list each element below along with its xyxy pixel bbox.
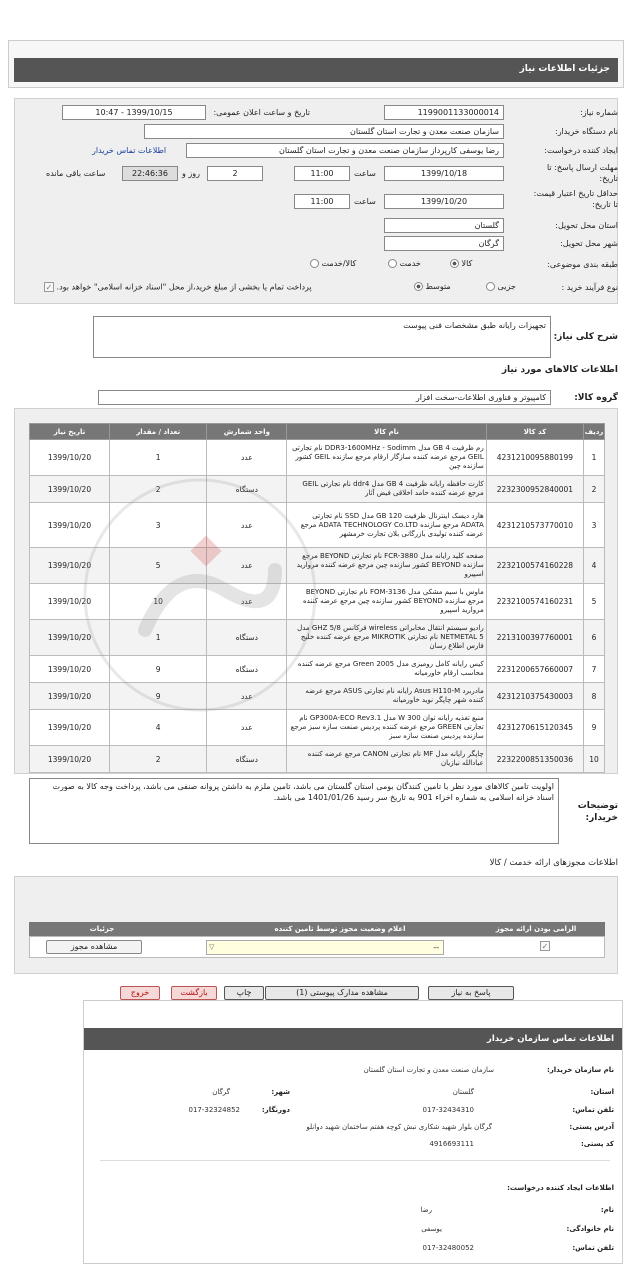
need-number-label: شماره نیاز:: [580, 108, 618, 117]
row-number: 5: [584, 584, 605, 620]
permits-col-status: اعلام وضعیت مجوز توسط تامین کننده: [274, 925, 406, 933]
row-number: 1: [584, 440, 605, 476]
category-service-text: خدمت: [399, 259, 421, 268]
category-both-text: کالا/خدمت: [321, 259, 357, 268]
view-docs-button[interactable]: مشاهده مدارک پیوستی (1): [265, 986, 419, 1000]
creator-phone-value: 017-32480052: [422, 1244, 474, 1252]
category-label: طبقه بندی موضوعی:: [547, 260, 618, 269]
table-row: [30, 656, 605, 683]
row-code: 4231270615120345: [486, 710, 583, 746]
row-qty: 2: [109, 476, 206, 503]
row-qty: 9: [109, 656, 206, 683]
creator-name-label: نام:: [600, 1206, 614, 1214]
creator-info-title: اطلاعات ایجاد کننده درخواست:: [507, 1184, 614, 1192]
row-qty: 2: [109, 746, 206, 773]
category-both-option[interactable]: [310, 259, 356, 268]
goods-group-field: کامپیوتر و فناوری اطلاعات-سخت افزار: [98, 390, 551, 405]
category-goods-text: کالا: [461, 259, 473, 268]
row-code: 2232300952840001: [486, 476, 583, 503]
category-both-radio[interactable]: [310, 259, 319, 268]
row-number: 2: [584, 476, 605, 503]
description-field: تجهیزات رایانه طبق مشخصات فنی پیوست: [93, 316, 551, 358]
process-minor-text: جزیی: [497, 282, 516, 291]
row-qty: 5: [109, 548, 206, 584]
page-title: جزئیات اطلاعات نیاز: [14, 58, 618, 82]
row-name: رم ظرفیت 4 GB مدل DDR3-1600MHz - Sodimm نام تجارتی GEIL مرجع عرضه کننده سازگار ارقام مرجع سازنده GEIL کشور سازنده چین: [287, 440, 486, 476]
payment-note-text: پرداخت تمام یا بخشی از مبلغ خرید،از محل "اسناد خزانه اسلامی" خواهد بود.: [56, 282, 312, 292]
row-code: 2232100574160231: [486, 584, 583, 620]
contact-fax-value: 017-32324852: [188, 1106, 240, 1114]
row-date: 1399/10/20: [30, 656, 110, 683]
permit-required-checkbox: ✓: [541, 942, 549, 951]
view-permit-button[interactable]: مشاهده مجوز: [46, 940, 142, 954]
row-date: 1399/10/20: [30, 440, 110, 476]
need-number-field: 1199001133000014: [384, 105, 504, 120]
row-qty: 3: [109, 503, 206, 548]
creator-name-value: رضا: [420, 1206, 432, 1214]
row-unit: عدد: [207, 440, 287, 476]
deadline-label: مهلت ارسال پاسخ: تا تاریخ:: [546, 163, 618, 183]
permits-col-required: الزامی بودن ارائه مجوز: [495, 925, 577, 933]
header-unit: واحد شمارش: [207, 424, 287, 440]
announce-label: تاریخ و ساعت اعلان عمومی:: [213, 108, 310, 117]
row-name: ماوس با سیم مشکی مدل FOM-3136 نام تجارتی BEYOND مرجع سازنده BEYOND کشور سازنده چین مرجع عرضه کننده مروارید اسپیرو: [287, 584, 486, 620]
row-date: 1399/10/20: [30, 683, 110, 710]
table-row: [30, 476, 605, 503]
deadline-hour-label: ساعت: [354, 169, 376, 178]
row-number: 6: [584, 620, 605, 656]
notes-label: توضیحات خریدار:: [577, 801, 618, 823]
contact-address-value: گرگان بلوار شهید شکاری نبش کوچه هفتم ساختمان شهید دوانلو: [306, 1123, 492, 1131]
announce-field: 1399/10/15 - 10:47: [62, 105, 206, 120]
row-code: 2232200851350036: [486, 746, 583, 773]
contact-city-value: گرگان: [212, 1088, 230, 1096]
contact-org-label: نام سازمان خریدار:: [546, 1066, 614, 1074]
category-goods-option[interactable]: [450, 259, 472, 268]
header-code: کد کالا: [486, 424, 583, 440]
contact-address-label: آدرس پستی:: [569, 1123, 614, 1131]
row-code: 4231210573770010: [486, 503, 583, 548]
row-code: 4231210095880199: [486, 440, 583, 476]
process-medium-option[interactable]: [414, 282, 451, 291]
row-name: رادیو سیستم انتقال مخابراتی wireless فرکانس GHZ 5/8 مدل NETMETAL 5 نام تجارتی MIKROTIK مرجع عرضه کننده خلیج فارس اطلاع رسان: [287, 620, 486, 656]
contact-divider: [100, 1160, 610, 1161]
contact-phone-label: تلفن تماس:: [572, 1106, 614, 1114]
row-unit: عدد: [207, 683, 287, 710]
row-code: 2231200657660007: [486, 656, 583, 683]
remaining-time-field: 22:46:36: [122, 166, 178, 181]
row-unit: دستگاه: [207, 746, 287, 773]
validity-hour-label: ساعت: [354, 197, 376, 206]
contact-card-title: اطلاعات تماس سازمان خریدار: [84, 1028, 622, 1050]
row-name: کیس رایانه کامل رومیزی مدل Green 2005 مرجع عرضه کننده محاسب ارقام خاورمیانه: [287, 656, 486, 683]
deadline-time-field: 11:00: [294, 166, 350, 181]
row-name: چاپگر رایانه مدل MF نام تجارتی CANON مرجع عرضه کننده عبادالله نیازیان: [287, 746, 486, 773]
row-code: 4231210375430003: [486, 683, 583, 710]
table-row: [30, 548, 605, 584]
table-row: [30, 683, 605, 710]
row-number: 3: [584, 503, 605, 548]
remaining-label: ساعت باقی مانده: [46, 169, 106, 178]
contact-info-link[interactable]: اطلاعات تماس خریدار: [92, 146, 167, 155]
row-number: 9: [584, 710, 605, 746]
row-code: 2232100574160228: [486, 548, 583, 584]
row-unit: دستگاه: [207, 476, 287, 503]
contact-fax-label: دورنگار:: [261, 1106, 290, 1114]
goods-section-title: اطلاعات کالاهای مورد نیاز: [501, 365, 618, 375]
row-unit: عدد: [207, 503, 287, 548]
row-number: 10: [584, 746, 605, 773]
city-field: گرگان: [384, 236, 504, 251]
creator-label: ایجاد کننده درخواست:: [544, 146, 618, 155]
row-unit: عدد: [207, 710, 287, 746]
row-date: 1399/10/20: [30, 710, 110, 746]
header-qty: تعداد / مقدار: [109, 424, 206, 440]
contact-org-value: سازمان صنعت معدن و تجارت استان گلستان: [363, 1066, 494, 1074]
contact-postal-value: 4916693111: [429, 1140, 474, 1148]
process-minor-option[interactable]: [486, 282, 516, 291]
notes-field: اولویت تامین کالاهای مورد نظر با تامین کنندگان بومی استان گلستان می باشد، تامین ملزم به داشتن پروانه صنفی می باشد، پرداخت وجه کالا به صورت اسناد خزانه اسلامی به شماره اخزاء 901 به تاریخ سر رسید 1401/01/26 می باشد.: [29, 778, 559, 844]
process-medium-radio[interactable]: [414, 282, 423, 291]
city-label: شهر محل تحویل:: [560, 239, 618, 248]
permit-status-select[interactable]: [206, 940, 444, 955]
row-qty: 9: [109, 683, 206, 710]
row-date: 1399/10/20: [30, 620, 110, 656]
row-date: 1399/10/20: [30, 584, 110, 620]
payment-checkbox[interactable]: ✓: [45, 283, 53, 292]
table-row: [30, 620, 605, 656]
creator-phone-label: تلفن تماس:: [572, 1244, 614, 1252]
row-qty: 1: [109, 620, 206, 656]
exit-button[interactable]: خروج: [120, 986, 160, 1000]
category-service-option[interactable]: [388, 259, 421, 268]
contact-province-value: گلستان: [452, 1088, 474, 1096]
chevron-down-icon: ▽: [209, 943, 215, 951]
header-name: نام کالا: [287, 424, 486, 440]
table-row: [30, 440, 605, 476]
process-label: نوع فرآیند خرید :: [561, 283, 618, 292]
table-row: [30, 746, 605, 773]
description-label: شرح کلی نیاز:: [553, 332, 618, 342]
row-unit: دستگاه: [207, 656, 287, 683]
category-goods-radio[interactable]: [450, 259, 459, 268]
table-row: [30, 710, 605, 746]
row-name: کارت حافظه رایانه ظرفیت 4 GB مدل ddr4 نام تجارتی GEIL مرجع عرضه کننده حامد اخلاقی فیض آثار: [287, 476, 486, 503]
row-qty: 1: [109, 440, 206, 476]
row-name: هارد دیسک اینترنال ظرفیت 120 GB مدل SSD نام تجارتی ADATA مرجع سازنده ADATA TECHNOLOGY Co.LTD مرجع عرضه کننده تولیدی بازرگانی بلان تجارت خرمشهر: [287, 503, 486, 548]
payment-note-option: [44, 282, 312, 292]
row-date: 1399/10/20: [30, 476, 110, 503]
table-row: [30, 584, 605, 620]
province-label: استان محل تحویل:: [555, 221, 618, 230]
process-minor-radio[interactable]: [486, 282, 495, 291]
permits-col-details: جزئیات: [89, 925, 115, 933]
validity-label: حداقل تاریخ اعتبار قیمت: تا تاریخ:: [533, 189, 618, 209]
header-row: ردیف: [584, 424, 605, 440]
contact-city-label: شهر:: [271, 1088, 290, 1096]
creator-family-value: یوسفی: [421, 1225, 442, 1233]
validity-date-field: 1399/10/20: [384, 194, 504, 209]
row-unit: عدد: [207, 548, 287, 584]
permit-status-text: --: [433, 943, 439, 952]
row-name: منبع تغذیه رایانه توان 300 W مدل GP300A-ECO Rev3.1 نام تجارتی GREEN مرجع عرضه کننده پردیس صنعت سازه سبز مرجع سازنده پردیس صنعت سازه سبز: [287, 710, 486, 746]
days-label: روز و: [182, 169, 200, 178]
row-name: مادربرد Asus H110-M رایانه نام تجارتی ASUS مرجع عرضه کننده شهر چاپگر نوید خاورمیانه: [287, 683, 486, 710]
back-button[interactable]: بازگشت: [171, 986, 217, 1000]
deadline-date-field: 1399/10/18: [384, 166, 504, 181]
reply-button[interactable]: پاسخ به نیاز: [428, 986, 514, 1000]
contact-province-label: استان:: [590, 1088, 614, 1096]
creator-family-label: نام خانوادگی:: [566, 1225, 614, 1233]
contact-phone-value: 017-32434310: [422, 1106, 474, 1114]
days-field: 2: [207, 166, 263, 181]
row-name: صفحه کلید رایانه مدل FCR-3880 نام تجارتی BEYOND مرجع سازنده BEYOND کشور سازنده چین مرجع عرضه کننده مروارید اسپیرو: [287, 548, 486, 584]
contact-postal-label: کد پستی:: [580, 1140, 614, 1148]
header-need-date: تاریخ نیاز: [30, 424, 110, 440]
row-number: 8: [584, 683, 605, 710]
row-qty: 4: [109, 710, 206, 746]
validity-time-field: 11:00: [294, 194, 350, 209]
row-number: 7: [584, 656, 605, 683]
print-button[interactable]: چاپ: [224, 986, 264, 1000]
row-date: 1399/10/20: [30, 503, 110, 548]
row-number: 4: [584, 548, 605, 584]
goods-group-label: گروه کالا:: [574, 393, 618, 403]
row-unit: عدد: [207, 584, 287, 620]
row-date: 1399/10/20: [30, 746, 110, 773]
buyer-org-field: سازمان صنعت معدن و تجارت استان گلستان: [144, 124, 504, 139]
buyer-org-label: نام دستگاه خریدار:: [555, 127, 618, 136]
row-code: 2213100397760001: [486, 620, 583, 656]
row-date: 1399/10/20: [30, 548, 110, 584]
creator-field: رضا یوسفی کارپرداز سازمان صنعت معدن و تجارت استان گلستان: [186, 143, 504, 158]
row-qty: 10: [109, 584, 206, 620]
row-unit: دستگاه: [207, 620, 287, 656]
goods-table: [29, 423, 605, 773]
table-row: [30, 503, 605, 548]
permits-title: اطلاعات مجوزهای ارائه خدمت / کالا: [489, 858, 618, 868]
category-service-radio[interactable]: [388, 259, 397, 268]
process-medium-text: متوسط: [425, 282, 451, 291]
province-field: گلستان: [384, 218, 504, 233]
